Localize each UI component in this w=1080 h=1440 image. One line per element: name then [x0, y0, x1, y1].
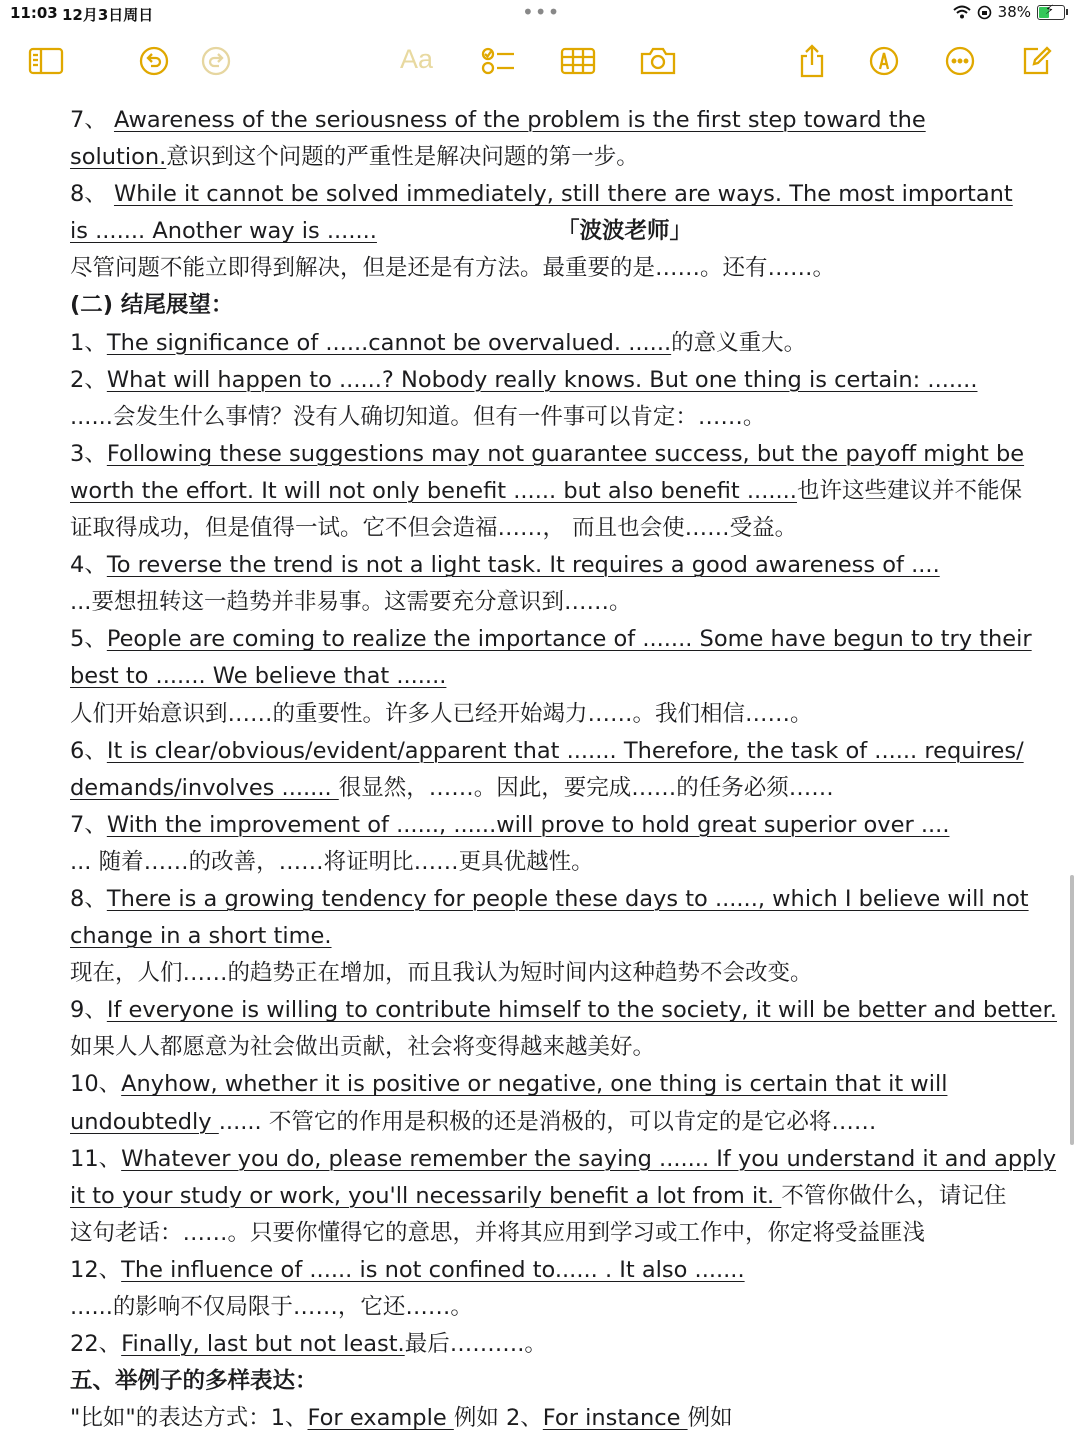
- note-text: 证取得成功，但是值得一试。它不但会造福……， 而且也会使……受益。: [70, 515, 798, 542]
- underlined-phrase: People are coming to realize the importance of ....... Some have begun to try their: [106, 626, 1032, 653]
- note-text: 意识到这个问题的严重性是解决问题的第一步。: [166, 144, 639, 171]
- note-line: [70, 844, 1015, 881]
- underlined-phrase: solution.: [70, 144, 167, 171]
- note-text: 1、: [70, 329, 107, 356]
- note-text: 不管你做什么，请记住: [781, 1182, 1007, 1209]
- orientation-lock-icon: [977, 5, 992, 20]
- note-text: 22、: [70, 1331, 122, 1358]
- underlined-phrase: demands/involves .......: [70, 774, 339, 801]
- note-text: 9、: [70, 997, 107, 1024]
- note-text: 例如 2、: [453, 1405, 543, 1432]
- redo-icon[interactable]: [196, 44, 236, 78]
- note-line: [70, 547, 1015, 584]
- more-options-icon[interactable]: [940, 44, 980, 78]
- underlined-phrase: What will happen to ......? Nobody really knows. But one thing is certain: .......: [106, 366, 978, 393]
- status-bar: [0, 0, 1080, 28]
- note-text: 10、: [70, 1071, 122, 1098]
- share-icon[interactable]: [792, 44, 832, 78]
- note-text: ......会发生什么事情？没有人确切知道。但有一件事可以肯定：……。: [70, 403, 766, 430]
- note-line: [70, 881, 1029, 918]
- note-line: [70, 992, 1057, 1029]
- note-line: [70, 770, 1015, 807]
- note-text: 3、: [70, 440, 107, 467]
- note-text: 很显然，……。因此，要完成……的任务必须……: [338, 774, 834, 801]
- note-line: [70, 176, 1015, 213]
- note-text: 12、: [70, 1256, 122, 1283]
- text-format-button[interactable]: Aa: [400, 44, 434, 74]
- note-text: 例如: [687, 1405, 733, 1432]
- note-text: 5、: [70, 626, 107, 653]
- note-line: [70, 584, 1015, 621]
- note-text: 最后……….。: [404, 1331, 547, 1358]
- status-date: 12月3日周日: [62, 6, 154, 24]
- note-line: [70, 733, 1024, 770]
- note-line: [70, 325, 1015, 362]
- status-right: [953, 3, 1068, 21]
- underlined-phrase: Following these suggestions may not guarantee success, but the payoff might be: [106, 440, 1025, 467]
- note-body[interactable]: [70, 102, 1057, 1437]
- note-text: 现在，人们……的趋势正在增加，而且我认为短时间内这种趋势不会改变。: [70, 960, 813, 987]
- table-icon[interactable]: [558, 44, 598, 78]
- note-line: [70, 1289, 1015, 1326]
- note-line: [70, 807, 1015, 844]
- note-text: ...要想扭转这一趋势并非易事。这需要充分意识到……。: [70, 589, 632, 616]
- note-text: "比如"的表达方式：1、: [70, 1405, 308, 1432]
- underlined-phrase: It is clear/obvious/evident/apparent that ....... Therefore, the task of ...... requires/: [106, 737, 1024, 764]
- underlined-phrase: To reverse the trend is not a light task. It requires a good awareness of ....: [106, 552, 940, 579]
- underlined-phrase: There is a growing tendency for people these days to ......, which I believe will not: [106, 885, 1029, 912]
- note-line: [70, 1066, 1015, 1103]
- note-text: 如果人人都愿意为社会做出贡献，社会将变得越来越美好。: [70, 1034, 656, 1061]
- underlined-phrase: For instance: [542, 1405, 688, 1432]
- underlined-phrase: For example: [307, 1405, 454, 1432]
- note-text: ... 随着……的改善，……将证明比……更具优越性。: [70, 848, 594, 875]
- section-heading: (二) 结尾展望：: [70, 292, 234, 319]
- underlined-phrase: best to ....... We believe that .......: [70, 663, 447, 690]
- undo-icon[interactable]: [134, 44, 174, 78]
- note-text: 2、: [70, 366, 107, 393]
- underlined-phrase: Awareness of the seriousness of the problem is the first step toward the: [113, 107, 926, 133]
- note-text: 8、: [70, 885, 107, 912]
- note-text: 6、: [70, 737, 107, 764]
- underlined-phrase: worth the effort. It will not only benefit ...... but also benefit .......: [70, 477, 797, 504]
- note-line: [70, 1029, 1015, 1066]
- note-line: [70, 102, 1015, 139]
- note-line: [70, 696, 1015, 733]
- underlined-phrase: The influence of ...... is not confined to...... . It also .......: [121, 1256, 745, 1283]
- note-line: [70, 621, 1032, 658]
- note-line: [70, 658, 1015, 695]
- underlined-phrase: Anyhow, whether it is positive or negative, one thing is certain that it will: [121, 1071, 948, 1098]
- underlined-phrase: While it cannot be solved immediately, still there are ways. The most important: [113, 181, 1013, 208]
- checklist-icon[interactable]: [478, 44, 518, 78]
- note-line: [70, 1104, 1015, 1141]
- note-text: 也许这些建议并不能保: [796, 477, 1022, 504]
- note-line: [70, 1252, 1015, 1289]
- note-line: [70, 1141, 1057, 1178]
- underlined-phrase: If everyone is willing to contribute himself to the society, it will be better and better.: [106, 997, 1057, 1024]
- note-text: 11、: [70, 1145, 122, 1172]
- note-line: [70, 139, 1015, 176]
- note-line: [70, 955, 1015, 992]
- note-line: [70, 1215, 1015, 1252]
- underlined-phrase: With the improvement of ......, ......will prove to hold great superior over ....: [106, 811, 950, 838]
- status-time: 11:03: [10, 4, 58, 22]
- battery-icon: ⚡: [1037, 5, 1065, 20]
- underlined-phrase: Finally, last but not least.: [121, 1331, 405, 1358]
- underlined-phrase: undoubtedly: [70, 1108, 219, 1135]
- underlined-phrase: is ....... Another way is .......: [70, 218, 377, 245]
- note-line: [70, 510, 1015, 547]
- markup-pen-icon[interactable]: [864, 44, 904, 78]
- battery-percent: 38%: [997, 3, 1031, 21]
- underlined-phrase: change in a short time.: [70, 923, 332, 950]
- note-line: [70, 918, 1015, 955]
- note-text: 7、: [70, 811, 107, 838]
- note-text: 8、: [70, 181, 114, 208]
- note-line: [70, 1400, 1015, 1437]
- note-line: [70, 250, 1015, 287]
- note-text: ...... 不管它的作用是积极的还是消极的，可以肯定的是它必将……: [218, 1108, 877, 1135]
- note-line: [70, 473, 1022, 510]
- note-line: [70, 436, 1025, 473]
- wifi-icon: [953, 5, 971, 19]
- note-line: [70, 213, 1015, 250]
- camera-icon[interactable]: [638, 44, 678, 78]
- note-line: [70, 399, 1015, 436]
- note-text: 尽管问题不能立即得到解决，但是还是有方法。最重要的是……。还有……。: [70, 255, 836, 282]
- underlined-phrase: Whatever you do, please remember the saying ....... If you understand it and apply: [121, 1145, 1057, 1172]
- note-text: 7、: [70, 107, 114, 133]
- author-watermark: 「波波老师」: [556, 218, 692, 245]
- note-line: [70, 1178, 1015, 1215]
- note-text: 这句老话：……。只要你懂得它的意思，并将其应用到学习或工作中，你定将受益匪浅: [70, 1219, 926, 1246]
- notes-toolbar: [0, 36, 1080, 86]
- underlined-phrase: The significance of ......cannot be overvalued. ......: [106, 329, 672, 356]
- section-heading: 五、举例子的多样表达：: [70, 1368, 318, 1395]
- note-text: 4、: [70, 552, 107, 579]
- note-text: 的意义重大。: [671, 329, 807, 356]
- note-line: [70, 287, 1015, 324]
- note-line: [70, 1363, 1015, 1400]
- scrollbar[interactable]: [1070, 875, 1074, 1145]
- sidebar-toggle-icon[interactable]: [26, 44, 66, 78]
- note-text: 人们开始意识到……的重要性。许多人已经开始竭力……。我们相信……。: [70, 700, 813, 727]
- note-text: ......的影响不仅局限于……，它还……。: [70, 1294, 473, 1320]
- underlined-phrase: it to your study or work, you'll necessarily benefit a lot from it.: [70, 1182, 782, 1209]
- note-line: [70, 1326, 1015, 1363]
- multitasking-dots-icon[interactable]: •••: [522, 0, 561, 24]
- compose-note-icon[interactable]: [1016, 44, 1056, 78]
- note-line: [70, 362, 1015, 399]
